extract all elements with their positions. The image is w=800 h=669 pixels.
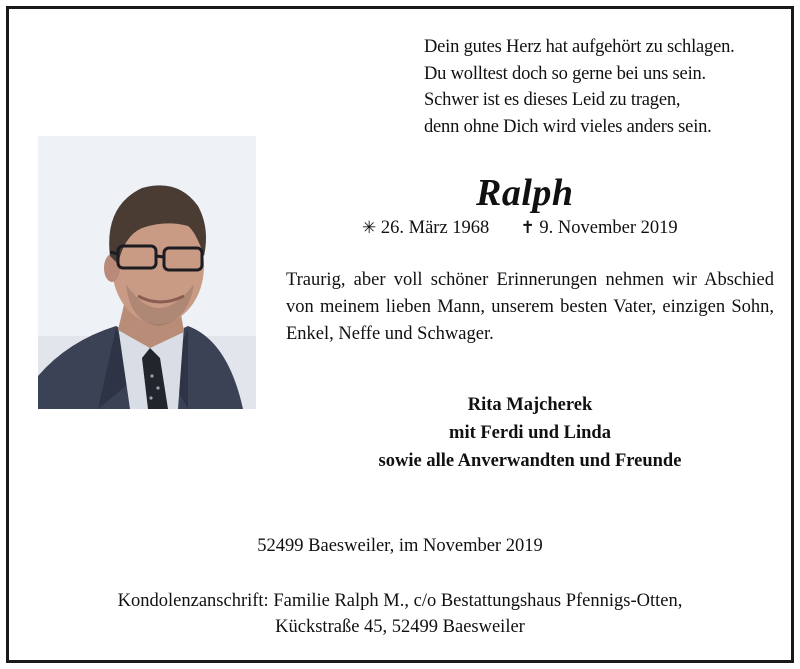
mourner-line: Rita Majcherek <box>467 395 593 415</box>
poem-line: denn ohne Dich wird vieles anders sein. <box>424 116 712 137</box>
mourner-line: mit Ferdi und Linda <box>449 423 611 443</box>
birth-star-icon: ✳ <box>362 218 377 238</box>
poem-line: Schwer ist es dieses Leid zu tragen, <box>424 90 681 110</box>
poem-line: Dein gutes Herz hat aufgehört zu schlagen. <box>424 37 735 57</box>
portrait-illustration <box>38 136 256 409</box>
life-dates <box>362 218 678 239</box>
portrait-photo <box>38 136 256 409</box>
poem-line: Du wolltest doch so gerne bei uns sein. <box>424 63 706 84</box>
address-line: Kückstraße 45, 52499 Baesweiler <box>275 617 525 637</box>
birth-date: 26. März 1968 <box>380 218 490 238</box>
condolence-address <box>0 588 800 640</box>
mourner-line: sowie alle Anverwandten und Freunde <box>378 451 682 471</box>
mourners-block <box>290 391 770 475</box>
deceased-name: Ralph <box>476 172 574 214</box>
address-line: Kondolenzanschrift: Familie Ralph M., c/o Bestattungshaus Pfennigs-Otten, <box>117 591 683 611</box>
announcement-text: Traurig, aber voll schöner Erinnerungen nehmen wir Abschied von meinem lieben Mann, unserem besten Vater, einzigen Sohn, Enkel, Neffe und Schwager. <box>286 270 774 344</box>
death-cross-icon: ✝ <box>520 218 535 238</box>
death-date: 9. November 2019 <box>539 218 678 238</box>
memorial-poem <box>424 34 764 140</box>
place-and-date: 52499 Baesweiler, im November 2019 <box>257 536 543 556</box>
